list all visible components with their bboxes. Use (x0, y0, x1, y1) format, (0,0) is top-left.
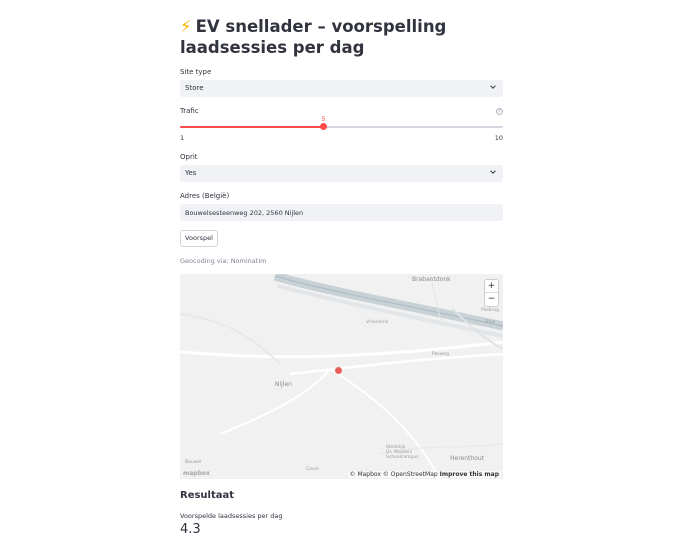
page-title (180, 16, 503, 58)
help-icon[interactable] (496, 108, 503, 115)
map-place-school (386, 445, 419, 460)
trafic-label: Trafic (180, 107, 199, 115)
map-place-nijlen: Nijlen (275, 381, 292, 388)
adres-label: Adres (België) (180, 192, 230, 200)
metric-value: 4.3 (180, 522, 201, 537)
trafic-slider-fill (180, 126, 323, 128)
oprit-value: Yes (185, 169, 197, 177)
map-place-cavel: Cavel (306, 467, 319, 472)
mapbox-logo[interactable]: mapbox (183, 470, 210, 477)
trafic-slider-min: 1 (180, 134, 185, 142)
zoom-in-button[interactable]: + (485, 280, 498, 293)
zoom-out-button[interactable]: − (487, 294, 496, 304)
page-title-text: EV snellader – voorspelling laadsessies per dag (180, 17, 447, 57)
map-place-pasbrug: Pasbrug (481, 308, 500, 313)
trafic-slider-thumb[interactable] (320, 123, 327, 130)
site-type-select[interactable] (180, 80, 503, 97)
improve-map-link[interactable]: Improve this map (439, 471, 499, 478)
map-attribution (348, 471, 501, 478)
map-background (180, 274, 503, 479)
map-place-school-line2: Dr. Wouters (386, 450, 413, 455)
lightning-icon: ⚡ (180, 17, 192, 36)
trafic-slider-value: 5 (321, 115, 326, 123)
map-place-school-line3: Schoolcampus (386, 455, 419, 460)
voorspel-button[interactable]: Voorspel (180, 230, 218, 247)
map-place-school-line1: Stedelijk (386, 445, 406, 450)
metric-label: Voorspelde laadsessies per dag (180, 512, 283, 520)
site-type-label: Site type (180, 68, 212, 76)
map-place-bouwel: Bouwel (185, 460, 202, 465)
chevron-down-icon (489, 83, 497, 91)
map-place-trois: Trois (485, 320, 496, 325)
map-attribution-text[interactable]: © Mapbox © OpenStreetMap (349, 471, 438, 478)
geocoding-caption: Geocoding via: Nominatim (180, 257, 267, 265)
zoom-control (485, 280, 498, 306)
map-place-brabantdonk: Brabantdonk (412, 276, 451, 283)
site-type-value: Store (185, 84, 204, 92)
map-place-pasweg: Pasweg (432, 352, 449, 357)
oprit-label: Oprit (180, 153, 198, 161)
map-place-vriesdonk: Vriesdonk (366, 320, 389, 325)
location-marker[interactable] (335, 367, 342, 374)
map-place-herenthout: Herenthout (450, 455, 485, 462)
chevron-down-icon (489, 168, 497, 176)
trafic-slider-max: 10 (494, 134, 503, 142)
oprit-select[interactable] (180, 165, 503, 182)
result-heading: Resultaat (180, 490, 235, 501)
svg-text:?: ? (498, 109, 501, 115)
map-view[interactable] (180, 274, 503, 479)
trafic-slider-track[interactable] (180, 126, 503, 128)
adres-input[interactable] (180, 204, 503, 221)
